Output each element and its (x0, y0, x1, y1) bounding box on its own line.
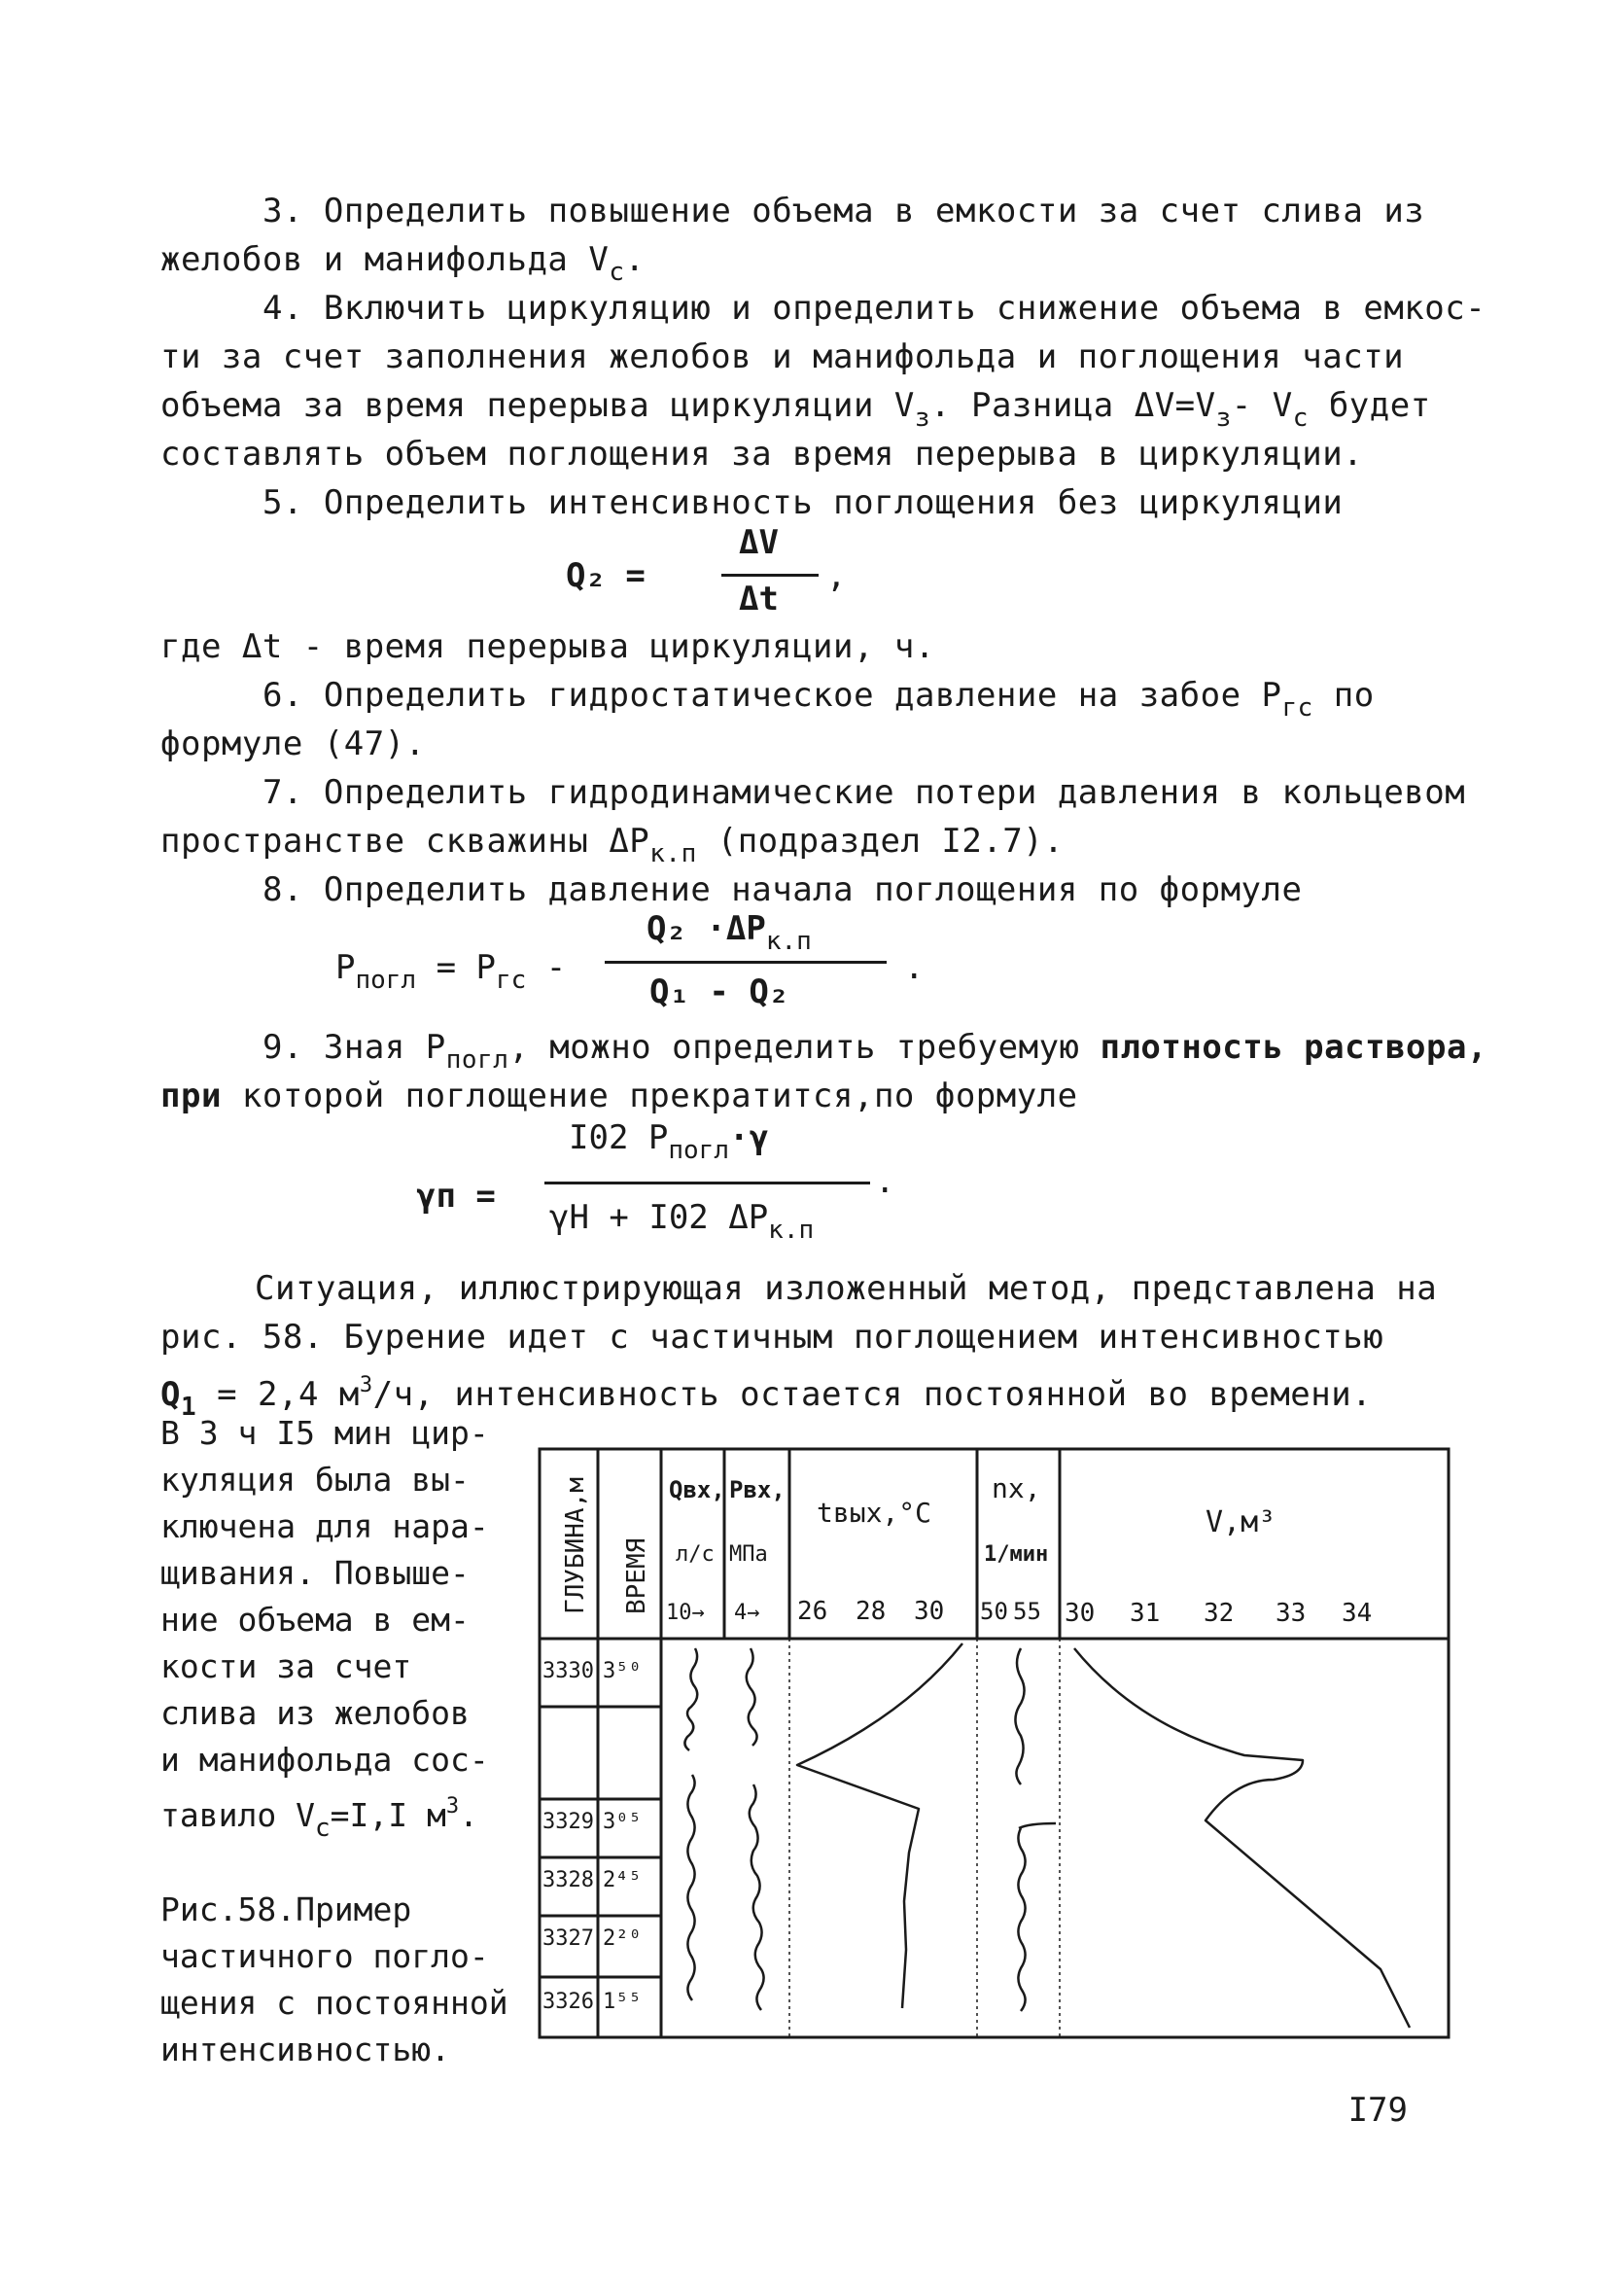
p4-line4: составлять объем поглощения за время перерыва в циркуляции. (160, 435, 1364, 474)
row-time: 2²⁰ (603, 1926, 642, 1951)
side-text-line: слива из желобов (160, 1694, 470, 1732)
page-number: I79 (1347, 2091, 1408, 2130)
formula-p-pogl-lhs: $P_{погл} = P_{гс}$ - (335, 948, 567, 995)
row-time: 3⁰⁵ (603, 1810, 642, 1834)
formula-gamma-numerator: I02 $P_{погл}\cdot\gamma$ (569, 1118, 769, 1165)
column-header-t: tвых,°C (817, 1497, 932, 1529)
formula-gamma-fraction-bar (544, 1182, 870, 1184)
p7-line2: пространстве скважины $\Delta P_{к.п}$ (подраздел I2.7). (160, 822, 1065, 868)
tick-t: 26 (797, 1597, 828, 1626)
column-header-p-unit: МПа (729, 1542, 768, 1567)
tick-v: 32 (1204, 1599, 1235, 1628)
figure-caption-line: интенсивностью. (160, 2031, 451, 2068)
p8-line1: 8. Определить давление начала поглощения по формуле (262, 870, 1303, 909)
situation-line1: Ситуация, иллюстрирующая изложенный метод, представлена на (255, 1269, 1438, 1308)
figure-caption-line: щения с постоянной (160, 1984, 508, 2022)
p9-line2: при которой поглощение прекратится,по формуле (160, 1077, 1078, 1115)
formula-p-pogl-denominator: Q₁ - Q₂ (649, 972, 789, 1011)
tick-t: 28 (856, 1597, 887, 1626)
curve-q-in (684, 1648, 697, 2000)
side-text-line: кости за счет (160, 1647, 412, 1685)
side-text-last-line: тавило $V_с=I,I$ $м^3$. (160, 1794, 478, 1843)
p4-line1: 4. Включить циркуляцию и определить снижение объема в емкос- (262, 289, 1486, 328)
figure-58-diagram (535, 1444, 1458, 2047)
formula-p-pogl-fraction-bar (605, 961, 887, 964)
column-header-p-tick: 4→ (734, 1601, 760, 1625)
p9-line1: 9. Зная $P_{погл}$, можно определить требуемую плотность раствора, (262, 1028, 1487, 1075)
row-depth: 3328 (542, 1868, 594, 1892)
formula-q2-fraction-bar (721, 574, 819, 577)
side-text-line: куляция была вы- (160, 1461, 470, 1499)
tick-v: 30 (1065, 1599, 1096, 1628)
row-depth: 3329 (542, 1810, 594, 1834)
p6-line2: формуле (47). (160, 724, 426, 763)
formula-gamma-denominator: γH + I02 $\Delta P_{к.п}$ (549, 1198, 815, 1245)
p6-line1: 6. Определить гидростатическое давление на забое $P_{гс}$ по (262, 676, 1375, 723)
p4-line2: ти за счет заполнения желобов и манифольда и поглощения части (160, 337, 1405, 376)
row-depth: 3326 (542, 1990, 594, 2014)
p3-line1: 3. Определить повышение объема в емкости за счет слива из (262, 192, 1425, 230)
curve-volume (1074, 1648, 1410, 2028)
tick-v: 34 (1342, 1599, 1373, 1628)
column-header-n-unit: 1/мин (984, 1542, 1049, 1567)
row-depth: 3330 (542, 1659, 594, 1683)
situation-line3: $Q_1 = 2,4$ $м^3/ч$, интенсивность остается постоянной во времени. (160, 1373, 1373, 1422)
curve-n-x (1015, 1648, 1056, 2011)
p3-line2: желобов и манифольда $V_с$. (160, 240, 646, 287)
where-line: где Δt - время перерыва циркуляции, ч. (160, 627, 935, 666)
formula-q2-denominator: Δt (739, 580, 779, 618)
formula-q2-lhs: Q₂ = (566, 556, 646, 595)
column-header-q-tick: 10→ (666, 1601, 705, 1625)
column-header-p: Pвх, (729, 1476, 786, 1503)
column-header-n: nх, (992, 1472, 1041, 1504)
formula-p-pogl-numerator: $Q_2 \cdot\Delta P_{к.п}$ (647, 909, 812, 956)
side-text-line: В 3 ч I5 мин цир- (160, 1414, 489, 1452)
formula-q2-comma: , (826, 556, 847, 595)
formula-p-pogl-period: . (904, 948, 925, 987)
row-time: 3⁵⁰ (603, 1659, 642, 1683)
tick-v: 33 (1276, 1599, 1307, 1628)
column-header-depth: ГЛУБИНА,м (561, 1477, 590, 1614)
column-header-q: Qвх, (669, 1476, 725, 1503)
tick-t: 30 (914, 1597, 945, 1626)
figure-caption-line: Рис.58.Пример (160, 1890, 412, 1928)
formula-gamma-period: . (875, 1162, 895, 1201)
p5-line1: 5. Определить интенсивность поглощения без циркуляции (262, 483, 1344, 522)
tick-n: 50 (980, 1598, 1008, 1625)
figure-caption-line: частичного погло- (160, 1937, 489, 1975)
row-time: 1⁵⁵ (603, 1990, 642, 2014)
side-text-line: и манифольда сос- (160, 1741, 489, 1779)
column-header-q-unit: л/с (676, 1542, 715, 1567)
column-header-time: ВРЕМЯ (622, 1537, 651, 1614)
side-text-line: щивания. Повыше- (160, 1554, 470, 1592)
curve-t-out (797, 1643, 962, 2008)
row-time: 2⁴⁵ (603, 1868, 642, 1892)
side-text-line: ние объема в ем- (160, 1601, 470, 1639)
tick-v: 31 (1130, 1599, 1161, 1628)
column-header-v: V,м³ (1206, 1505, 1276, 1539)
figure-frame (540, 1449, 1449, 2037)
side-text-line: ключена для нара- (160, 1507, 489, 1545)
row-depth: 3327 (542, 1926, 594, 1951)
tick-n: 55 (1013, 1598, 1041, 1625)
curve-p-in (747, 1648, 764, 2010)
situation-line2: рис. 58. Бурение идет с частичным поглощением интенсивностью (160, 1318, 1384, 1357)
formula-gamma-lhs: γп = (416, 1177, 496, 1216)
p7-line1: 7. Определить гидродинамические потери давления в кольцевом (262, 773, 1466, 812)
p4-line3: объема за время перерыва циркуляции $V_з$. Разница $\Delta V=V_з-$ $V_с$ будет (160, 386, 1431, 433)
formula-q2-numerator: ΔV (739, 523, 779, 562)
